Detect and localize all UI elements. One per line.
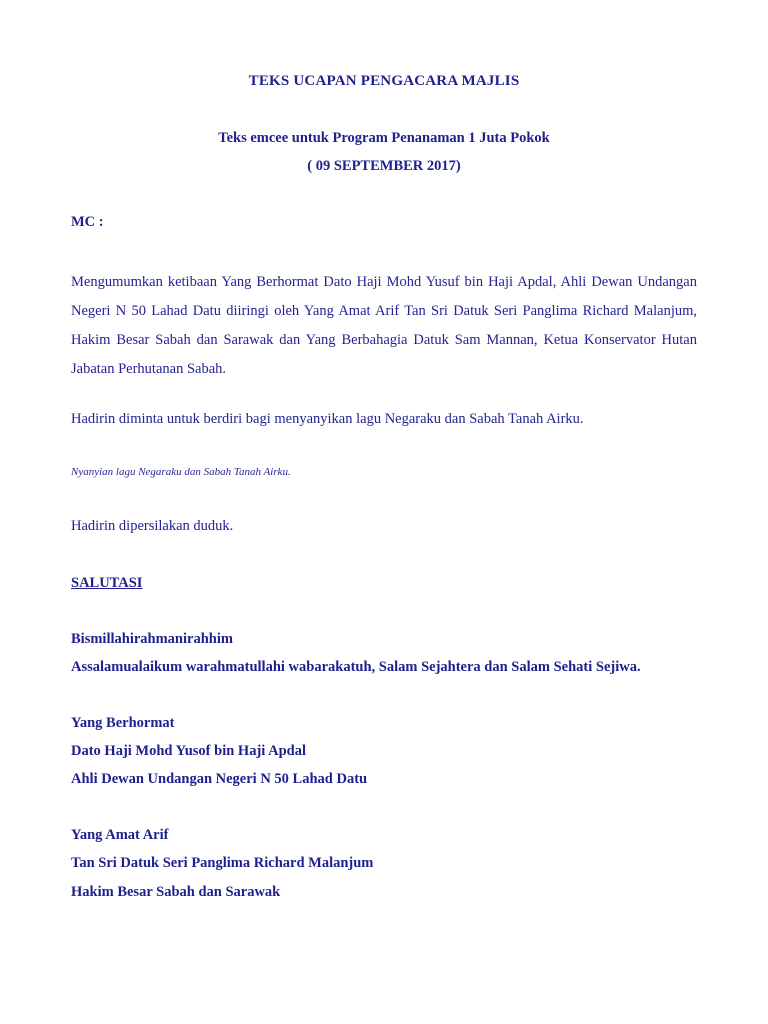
dignitary-name: Tan Sri Datuk Seri Panglima Richard Malanjum [71, 855, 374, 871]
dignitary-position: Ahli Dewan Undangan Negeri N 50 Lahad Datu [71, 771, 368, 787]
stand-instruction: Hadirin diminta untuk berdiri bagi menyanyikan lagu Negaraku dan Sabah Tanah Airku. [71, 411, 584, 427]
sit-instruction: Hadirin dipersilakan duduk. [71, 518, 234, 534]
announcement-paragraph: Mengumumkan ketibaan Yang Berhormat Dato Haji Mohd Yusuf bin Haji Apdal, Ahli Dewan Undangan Negeri N 50 Lahad Datu diiringi oleh Yang Amat Arif Tan Sri Datuk Seri Panglima Richard Malanjum, Hakim Besar Sabah dan Sarawak dan Yang Berbahagia Datuk Sam Mannan, Ketua Konservator Hutan Jabatan Perhutanan Sabah. [71, 274, 697, 377]
anthem-note: Nyanyian lagu Negaraku dan Sabah Tanah Airku. [71, 466, 291, 478]
dignitary-position: Hakim Besar Sabah dan Sarawak [71, 884, 281, 900]
salutasi-heading: SALUTASI [71, 575, 143, 591]
dignitary-honorific: Yang Amat Arif [71, 827, 169, 843]
document-title: TEKS UCAPAN PENGACARA MAJLIS [248, 73, 520, 89]
greeting-line: Bismillahirahmanirahhim [71, 631, 233, 647]
document-subtitle: Teks emcee untuk Program Penanaman 1 Juta Pokok [218, 130, 550, 146]
dignitary-name: Dato Haji Mohd Yusof bin Haji Apdal [71, 743, 307, 759]
document-date: ( 09 SEPTEMBER 2017) [307, 158, 461, 174]
mc-label: MC : [71, 214, 104, 230]
dignitary-honorific: Yang Berhormat [71, 715, 175, 731]
greeting-line: Assalamualaikum warahmatullahi wabarakatuh, Salam Sejahtera dan Salam Sehati Sejiwa. [71, 659, 641, 675]
